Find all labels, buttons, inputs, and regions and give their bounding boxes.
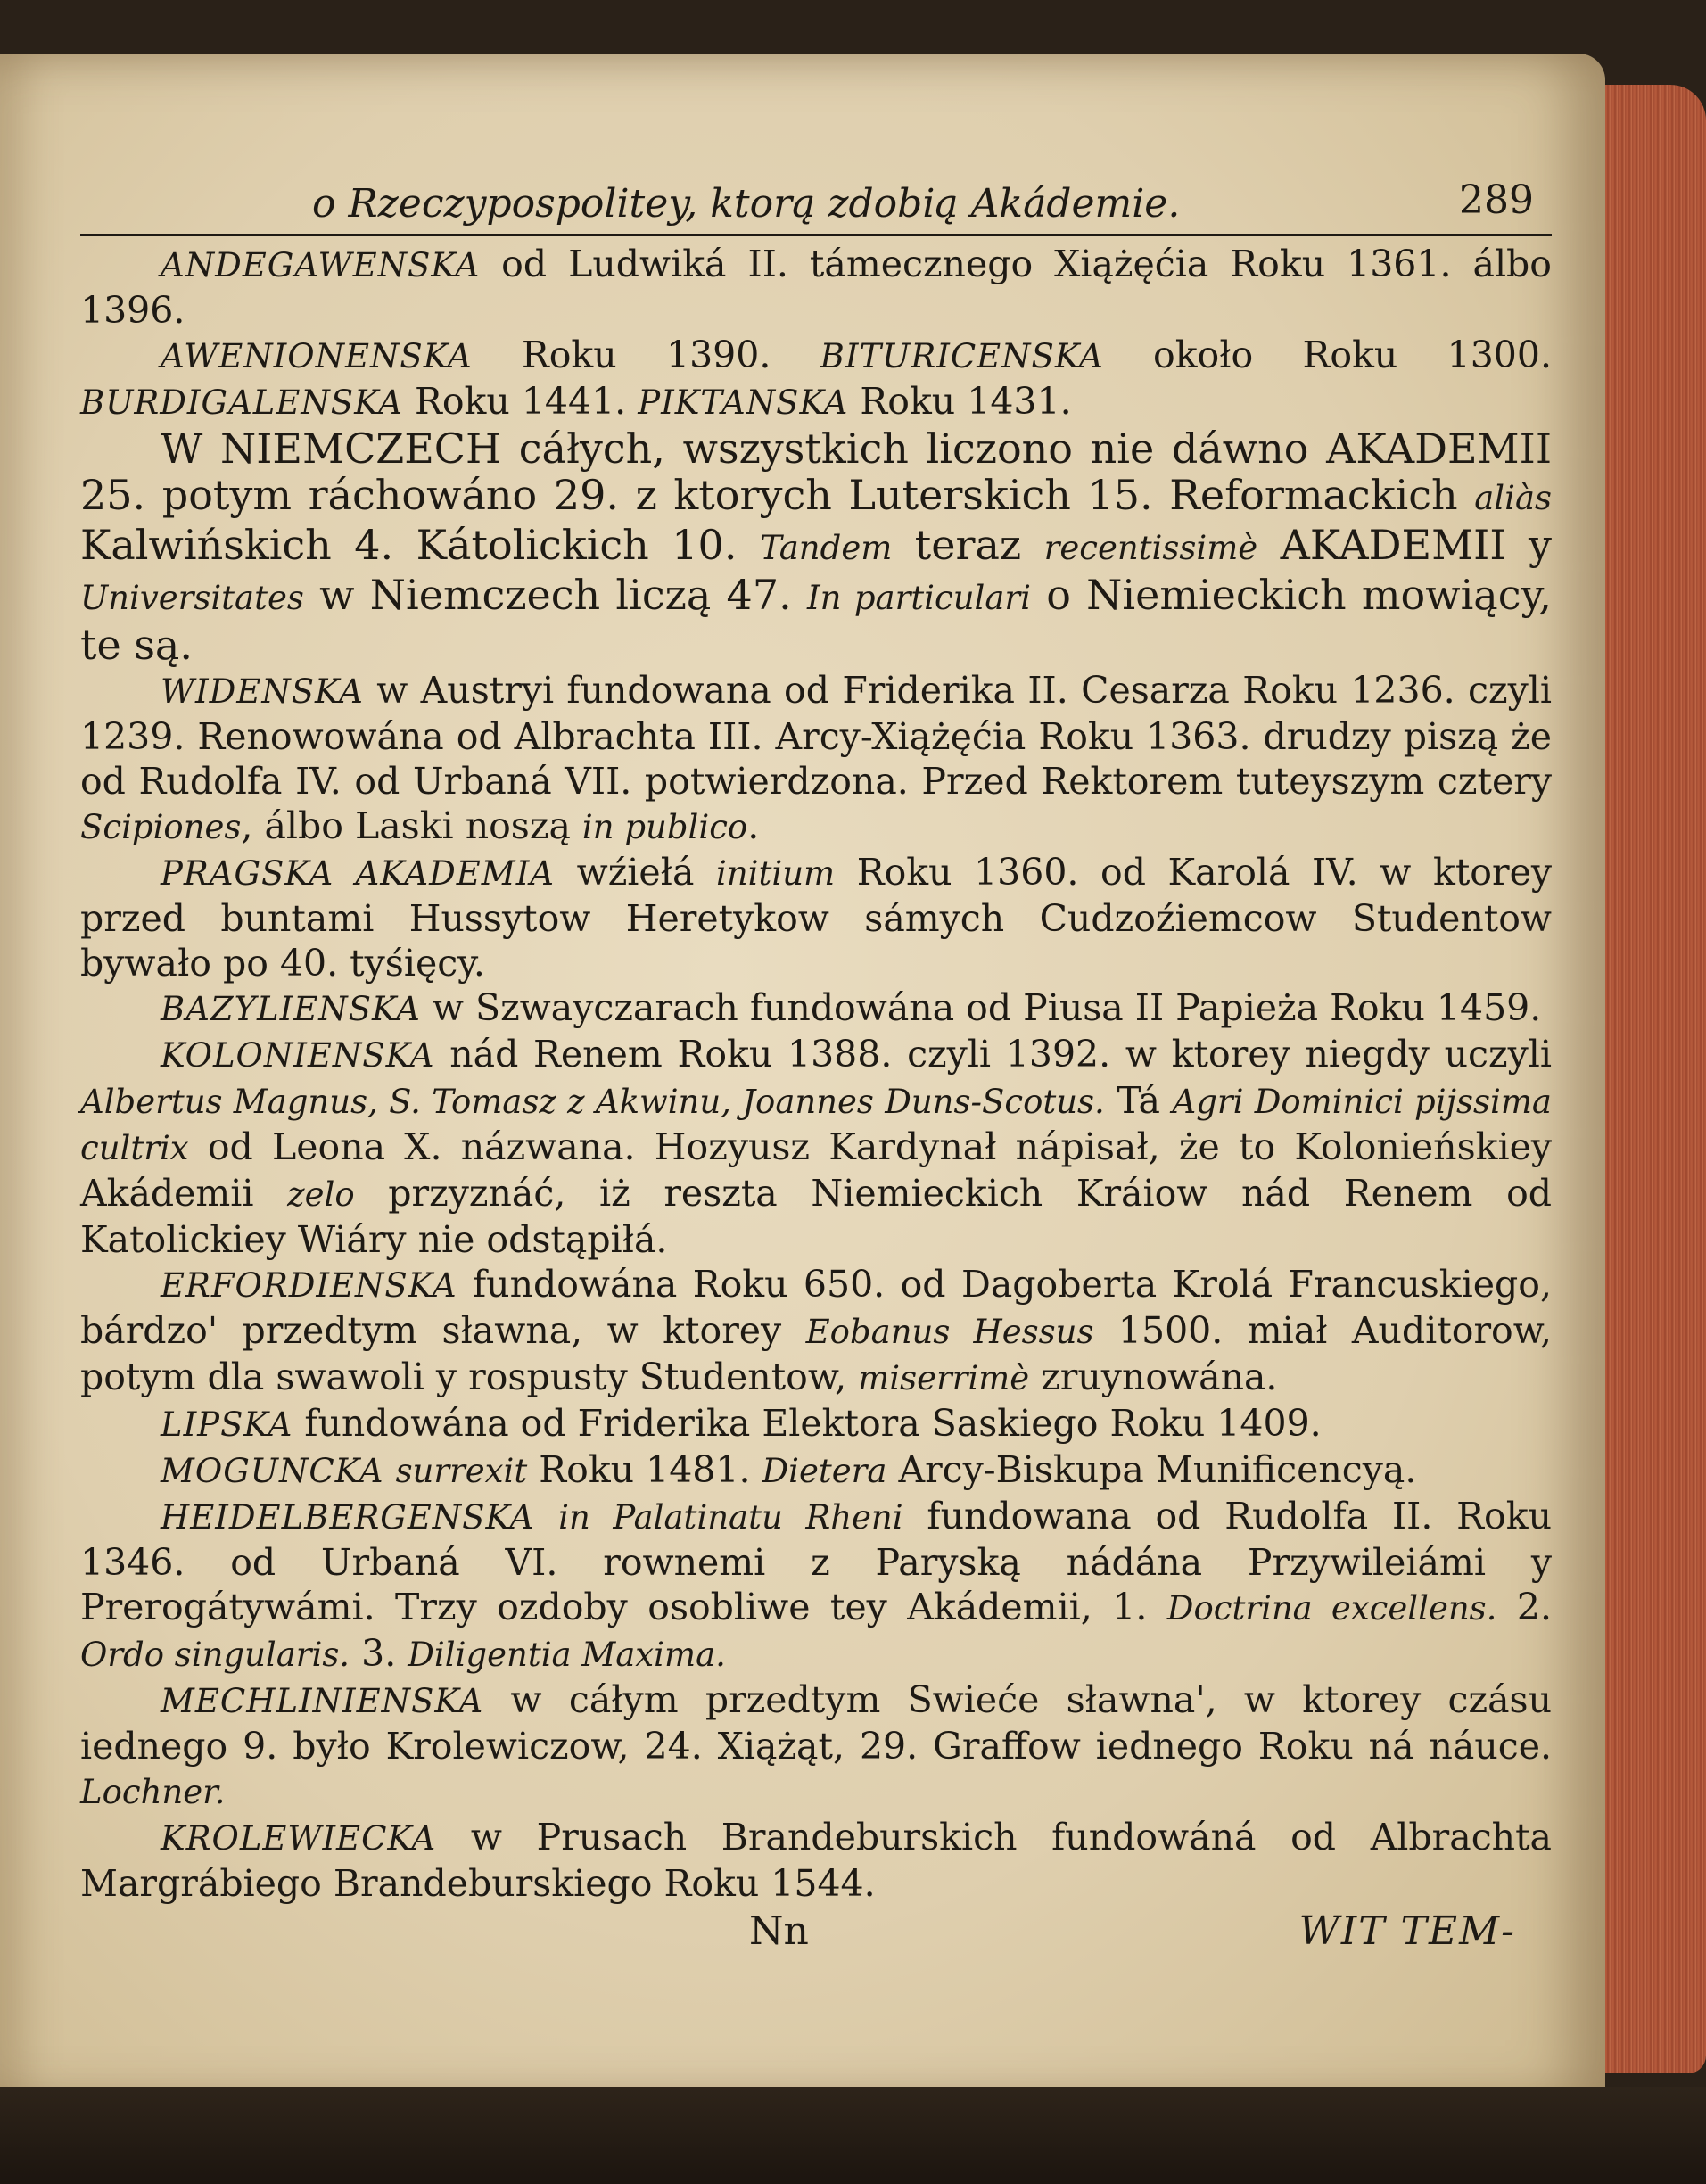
book-cover <box>0 2087 1706 2184</box>
text-run: Kalwińskich 4. Kátolickich 10. <box>80 521 760 569</box>
paragraph <box>80 668 1552 850</box>
text-run: w Austryi fundowana od Friderika II. Cesarza Roku 1236. czyli 1239. Renowowána od Albrachta III. Arcy-Xiążęćia Roku 1363. drudzy piszą że od Rudolfa IV. od Urbaná VII. potwierdzona. Przed Rektorem tuteyszym cztery <box>80 669 1552 803</box>
text-run: 3. <box>350 1632 408 1675</box>
text-run: od Leona X. názwana. Hozyusz Kardynał nápisał, że to Kolonieńskiey Akádemii <box>80 1125 1552 1215</box>
text-run: Roku 1431. <box>848 380 1072 423</box>
text-run: zruynowána. <box>1029 1356 1278 1398</box>
university-name: AWENIONENSKA <box>161 337 473 375</box>
university-name: HEIDELBERGENSKA <box>161 1498 535 1537</box>
latin-phrase: Ordo singularis. <box>80 1636 350 1674</box>
catchword: WIT TEM- <box>1298 1908 1516 1954</box>
text-run: , álbo Laski noszą <box>241 804 582 847</box>
text-run: fundowana od Rudolfa II. Roku 1346. od Urbaná VI. rownemi z Paryską nádána Przywileiámi y Prerogátywámi. Trzy ozdoby osobliwe tey Akádemii, 1. <box>80 1495 1552 1628</box>
university-name: BITURICENSKA <box>820 337 1104 375</box>
latin-phrase: Agri Dominici pijssima cultrix <box>80 1083 1552 1167</box>
latin-phrase: recentissimè <box>1043 529 1258 567</box>
latin-phrase: miserrimè <box>858 1359 1030 1397</box>
latin-phrase: Eobanus Hessus <box>805 1313 1094 1351</box>
text-run: około Roku 1300. <box>1103 334 1553 376</box>
university-name: WIDENSKA <box>161 672 364 711</box>
text-run: w cáłym przedtym Swieće sławna', w ktorey czásu iednego 9. było Krolewiczow, 24. Xiążąt, 29. Graffow iednego Roku ná náuce. <box>80 1678 1552 1768</box>
running-title: o Rzeczypospolitey, ktorą zdobią Akádemie. <box>312 181 1181 227</box>
text-run: w Szwayczarach fundowána od Piusa II Papieża Roku 1459. <box>420 986 1542 1029</box>
paragraph <box>80 242 1552 333</box>
text-run: 2. <box>1496 1586 1552 1628</box>
university-name: PRAGSKA AKADEMIA <box>161 854 556 893</box>
text-run: . <box>747 804 760 847</box>
latin-phrase: Dietera <box>762 1452 887 1490</box>
page-footer <box>80 1909 1552 1963</box>
text-run: Roku 1441. <box>402 380 639 423</box>
university-name: MECHLINIENSKA <box>161 1682 484 1720</box>
latin-phrase: Lochner. <box>80 1773 226 1811</box>
latin-phrase: Diligentia Maxima. <box>408 1636 726 1674</box>
page-header <box>80 178 1552 236</box>
text-run <box>384 1448 396 1491</box>
university-name: PIKTANSKA <box>638 383 849 422</box>
text-run: w Prusach Brandeburskich fundowáná od Albrachta Margrábiego Brandeburskiego Roku 1544. <box>80 1816 1552 1905</box>
paragraph <box>80 1401 1552 1447</box>
paragraph <box>80 850 1552 985</box>
university-name: LIPSKA <box>161 1405 293 1444</box>
university-name: BURDIGALENSKA <box>80 383 403 422</box>
text-run: fundowána Roku 650. od Dagoberta Krolá Francuskiego, bárdzo' przedtym sławna, w ktorey <box>80 1263 1552 1352</box>
latin-phrase: surrexit <box>395 1452 528 1490</box>
university-name: KOLONIENSKA <box>161 1036 435 1075</box>
text-run: przyznáć, iż reszta Niemieckich Kráiow nád Renem od Katolickiey Wiáry nie odstąpiłá. <box>80 1172 1552 1261</box>
text-run: Arcy-Biskupa Munificencyą. <box>886 1448 1417 1491</box>
text-run: nád Renem Roku 1388. czyli 1392. w ktorey niegdy uczyli <box>434 1033 1552 1076</box>
latin-phrase: Scipiones <box>80 808 242 846</box>
text-run: fundowána od Friderika Elektora Saskiego Roku 1409. <box>293 1402 1322 1445</box>
latin-phrase: in publico <box>581 808 748 846</box>
text-run: W NIEMCZECH cáłych, wszystkich liczono nie dáwno AKADEMII 25. potym ráchowáno 29. z ktorych Luterskich 15. Reformackich <box>80 424 1552 519</box>
latin-phrase: in Palatinatu Rheni <box>558 1498 903 1537</box>
paragraph <box>80 1032 1552 1262</box>
text-run: Roku 1481. <box>527 1448 762 1491</box>
page-text <box>80 178 1552 1963</box>
text-run: o Niemieckich mowiący, te są. <box>80 571 1552 669</box>
latin-phrase: Albertus Magnus, S. Tomasz z Akwinu, Joannes Duns-Scotus. <box>80 1083 1105 1121</box>
text-run: teraz <box>892 521 1044 569</box>
paragraph <box>80 985 1552 1032</box>
text-run: Roku 1360. od Karolá IV. w ktorey przed buntami Hussytow Heretykow sámych Cudzoźiemcow Studentow bywało po 40. tyśięcy. <box>80 851 1552 985</box>
university-name: ANDEGAWENSKA <box>161 246 481 284</box>
text-run: 1500. miał Auditorow, potym dla swawoli y rospusty Studentow, <box>80 1309 1552 1398</box>
paragraph <box>80 333 1552 425</box>
page-edge <box>1596 85 1706 2073</box>
text-run <box>534 1495 558 1537</box>
latin-phrase: Doctrina excellens. <box>1166 1589 1497 1628</box>
university-name: BAZYLIENSKA <box>161 990 421 1028</box>
latin-phrase: initium <box>716 854 836 893</box>
text-run: Tá <box>1104 1079 1173 1122</box>
latin-phrase: Universitates <box>80 579 304 617</box>
signature-mark: Nn <box>749 1908 809 1954</box>
text-run: Roku 1390. <box>472 334 820 376</box>
paragraph <box>80 1815 1552 1906</box>
paragraph <box>80 1262 1552 1401</box>
university-name: ERFORDIENSKA <box>161 1266 457 1305</box>
text-run: w Niemczech liczą 47. <box>303 571 807 619</box>
university-name: KROLEWIECKA <box>161 1819 437 1858</box>
latin-phrase: Tandem <box>759 529 893 567</box>
paragraph <box>80 1447 1552 1494</box>
text-run: wźiełá <box>555 851 716 894</box>
body-text <box>80 242 1552 1906</box>
text-run: AKADEMII y <box>1257 521 1552 569</box>
latin-phrase: aliàs <box>1474 479 1552 517</box>
paragraph <box>80 1677 1552 1815</box>
page-number: 289 <box>1459 177 1534 223</box>
university-name: MOGUNCKA <box>161 1452 384 1490</box>
paragraph <box>80 425 1552 668</box>
latin-phrase: zelo <box>287 1175 355 1214</box>
text-run: od Ludwiká II. támecznego Xiążęćia Roku 1361. álbo 1396. <box>80 243 1552 332</box>
latin-phrase: In particulari <box>806 579 1031 617</box>
paragraph <box>80 1494 1552 1677</box>
